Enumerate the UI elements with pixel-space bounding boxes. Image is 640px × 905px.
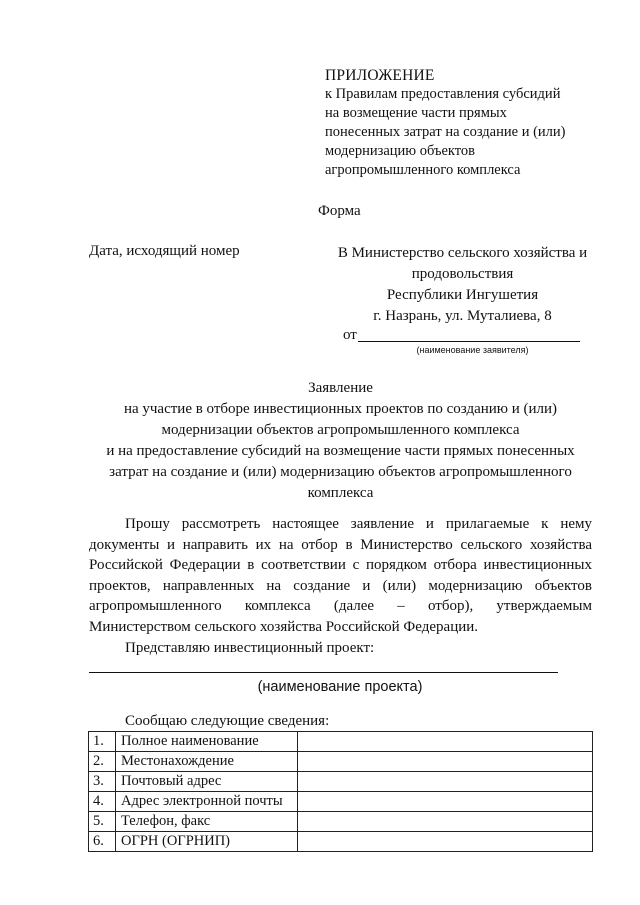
row-label: Адрес электронной почты <box>116 792 298 812</box>
table-row <box>89 732 593 752</box>
table-row <box>89 792 593 812</box>
applicant-name-field[interactable] <box>358 341 580 342</box>
appendix-line: на возмещение части прямых <box>325 105 507 121</box>
statement-heading: Заявление <box>308 380 373 396</box>
row-value-cell[interactable] <box>298 832 593 852</box>
row-value-cell[interactable] <box>298 812 593 832</box>
appendix-line: к Правилам предоставления субсидий <box>325 86 561 102</box>
row-number: 5. <box>89 812 116 832</box>
statement-title <box>88 378 593 504</box>
info-intro: Сообщаю следующие сведения: <box>125 713 330 729</box>
statement-line: комплекса <box>307 485 374 501</box>
project-caption: (наименование проекта) <box>257 679 423 695</box>
from-label: от <box>343 327 357 343</box>
appendix-title: ПРИЛОЖЕНИЕ <box>325 67 435 84</box>
row-value-cell[interactable] <box>298 772 593 792</box>
addressee-line: г. Назрань, ул. Муталиева, 8 <box>373 308 552 324</box>
body-paragraph: Прошу рассмотреть настоящее заявление и прилагаемые к нему документы и направить их на отбор в Министерство сельского хозяйства Российской Федерации в соответствии с порядком отбора инвестиционных проектов, направленных на создание и (или) модернизацию объектов агропромышленного комплекса (далее – отбор), утверждаемым Министерством сельского хозяйства Российской Федерации. <box>89 516 592 635</box>
row-number: 4. <box>89 792 116 812</box>
row-number: 2. <box>89 752 116 772</box>
addressee-line: Республики Ингушетия <box>386 287 539 303</box>
row-label: Почтовый адрес <box>116 772 298 792</box>
row-label: ОГРН (ОГРНИП) <box>116 832 298 852</box>
appendix-line: агропромышленного комплекса <box>325 162 521 178</box>
row-value-cell[interactable] <box>298 792 593 812</box>
statement-line: модернизации объектов агропромышленного комплекса <box>161 422 520 438</box>
row-number: 6. <box>89 832 116 852</box>
row-number: 1. <box>89 732 116 752</box>
row-value-cell[interactable] <box>298 752 593 772</box>
table-row <box>89 752 593 772</box>
form-label: Форма <box>318 203 361 219</box>
statement-line: и на предоставление субсидий на возмещение части прямых понесенных <box>106 443 575 459</box>
appendix-line: модернизацию объектов <box>325 143 476 159</box>
applicant-caption: (наименование заявителя) <box>416 345 529 355</box>
row-label: Телефон, факс <box>116 812 298 832</box>
statement-line: на участие в отборе инвестиционных проектов по созданию и (или) <box>123 401 558 417</box>
row-label: Местонахождение <box>116 752 298 772</box>
info-table <box>88 731 593 852</box>
project-intro: Представляю инвестиционный проект: <box>125 640 375 656</box>
appendix-block <box>325 66 625 180</box>
addressee-line: продовольствия <box>411 266 514 282</box>
addressee-line: В Министерство сельского хозяйства и <box>337 245 588 261</box>
row-label: Полное наименование <box>116 732 298 752</box>
table-row <box>89 832 593 852</box>
row-number: 3. <box>89 772 116 792</box>
row-value-cell[interactable] <box>298 732 593 752</box>
project-name-field[interactable] <box>89 672 558 673</box>
table-row <box>89 772 593 792</box>
date-number-label: Дата, исходящий номер <box>89 243 240 259</box>
table-row <box>89 812 593 832</box>
addressee-block <box>330 243 595 327</box>
statement-line: затрат на создание и (или) модернизацию объектов агропромышленного <box>109 464 572 480</box>
appendix-line: понесенных затрат на создание и (или) <box>325 124 566 140</box>
